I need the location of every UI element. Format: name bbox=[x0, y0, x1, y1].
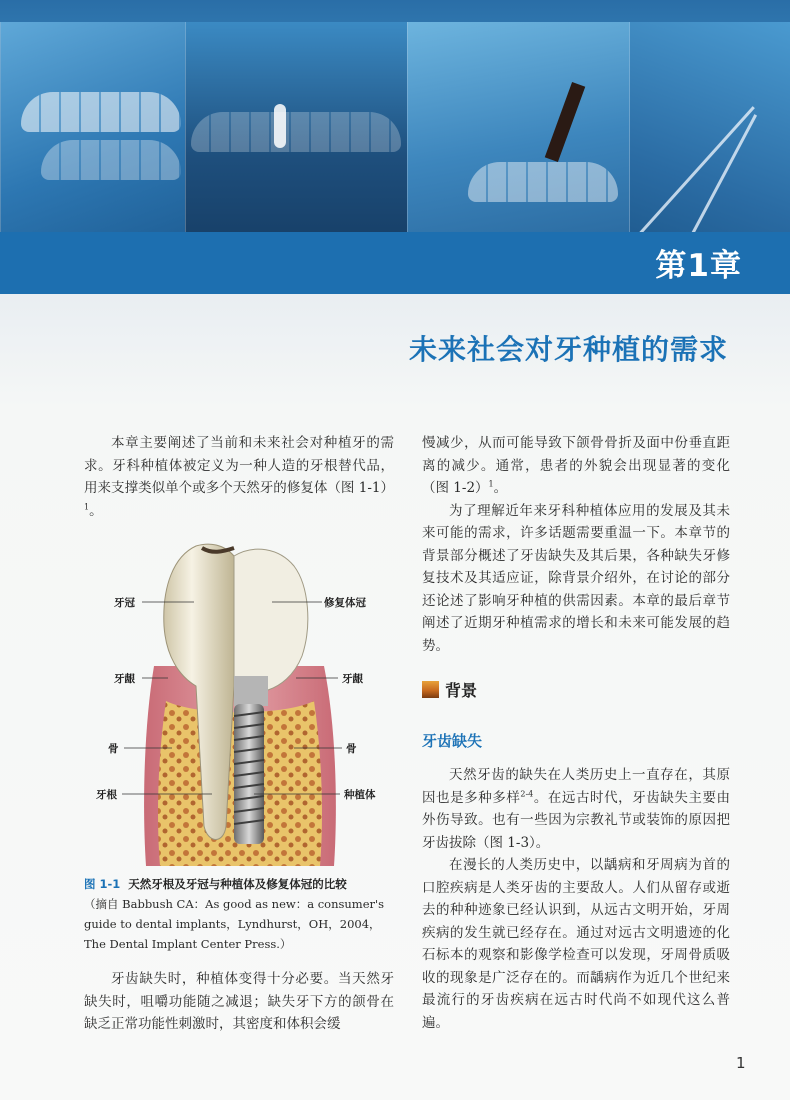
subsection-heading: 牙齿缺失 bbox=[422, 732, 483, 750]
page-number: 1 bbox=[736, 1054, 746, 1072]
continued-paragraph: 慢减少，从而可能导致下颌骨骨折及面中份垂直距离的减少。通常，患者的外貌会出现显著的变化（图 1-2）$^1$。 bbox=[422, 435, 730, 496]
label-restoration-crown: 修复体冠 bbox=[324, 597, 366, 609]
chapter-title: 未来社会对牙种植的需求 bbox=[408, 333, 728, 366]
intro-paragraph: 本章主要阐述了当前和未来社会对种植牙的需求。牙科种植体被定义为一种人造的牙根替代品，用来支撑类似单个或多个天然牙的修复体（图 1-1）$^1$。 bbox=[84, 435, 394, 519]
figure-caption bbox=[84, 874, 396, 954]
chapter-banner bbox=[0, 0, 790, 245]
section-heading bbox=[422, 678, 477, 701]
right-top-text-block bbox=[422, 432, 730, 657]
tooth-loss-history-paragraph: 天然牙齿的缺失在人类历史上一直存在，其原因也是多种多样$^{2-4}$。在远古时代，牙齿缺失主要由外伤导致。也有一些因为宗教礼节或装饰的原因把牙齿拔除（图 1-3）。 bbox=[422, 767, 731, 851]
label-gum-right: 牙龈 bbox=[342, 673, 363, 685]
caption-number: 图 1-1 bbox=[84, 877, 121, 891]
banner-photo-xray bbox=[185, 22, 408, 245]
label-bone-right: 骨 bbox=[346, 743, 357, 755]
oral-disease-paragraph: 在漫长的人类历史中，以龋病和牙周病为首的口腔疾病是人类牙齿的主要敌人。人们从留存或逝去的种种迹象已经认识到，从远古文明开始，牙周疾病的发生就已经存在。通过对远古文明遗迹的化石标本的观察和影像学检查可以发现，牙周骨质吸收的现象是广泛存在的。而龋病作为近几个世纪来最流行的牙齿疾病在远古时代尚不如现代这么普遍。 bbox=[422, 857, 730, 1031]
caption-source: （摘自 Babbush CA：As good as new：a consumer's guide to dental implants，Lyndhurst，OH，2004，The Dental Implant Center Press.） bbox=[84, 897, 385, 951]
figure-tooth-implant-comparison bbox=[84, 526, 394, 871]
banner-photo-dentures bbox=[407, 22, 630, 245]
topics-paragraph: 为了理解近年来牙科种植体应用的发展及其未来可能的需求，许多话题需要重温一下。本章节的背景部分概述了牙齿缺失及其后果，各种缺失牙修复技术及其适应证，除背景介绍外，在讨论的部分还论述了影响牙种植的供需因素。本章的最后章节阐述了近期牙种植需求的增长和未来可能发展的趋势。 bbox=[422, 502, 730, 654]
label-gum-left: 牙龈 bbox=[114, 673, 135, 685]
label-crown: 牙冠 bbox=[114, 597, 135, 609]
label-implant: 种植体 bbox=[344, 789, 376, 801]
label-root: 牙根 bbox=[96, 789, 117, 801]
banner-photo-smile bbox=[0, 22, 186, 245]
implant-abutment bbox=[234, 676, 268, 706]
chapter-number: 第1章 bbox=[655, 248, 742, 284]
right-bottom-text-block bbox=[422, 764, 730, 1034]
tooth-implant-illustration bbox=[84, 526, 394, 871]
missing-teeth-paragraph: 牙齿缺失时，种植体变得十分必要。当天然牙缺失时，咀嚼功能随之减退；缺失牙下方的颌骨在缺乏正常功能性刺激时，其密度和体积会缓 bbox=[84, 971, 394, 1032]
banner-photo-instruments bbox=[629, 22, 790, 245]
left-bottom-text-block bbox=[84, 968, 394, 1036]
caption-title: 天然牙根及牙冠与种植体及修复体冠的比较 bbox=[128, 877, 347, 891]
section-heading-text: 背景 bbox=[445, 681, 478, 700]
intro-text-block bbox=[84, 432, 394, 522]
label-bone-left: 骨 bbox=[108, 743, 119, 755]
section-marker-icon bbox=[422, 681, 439, 698]
